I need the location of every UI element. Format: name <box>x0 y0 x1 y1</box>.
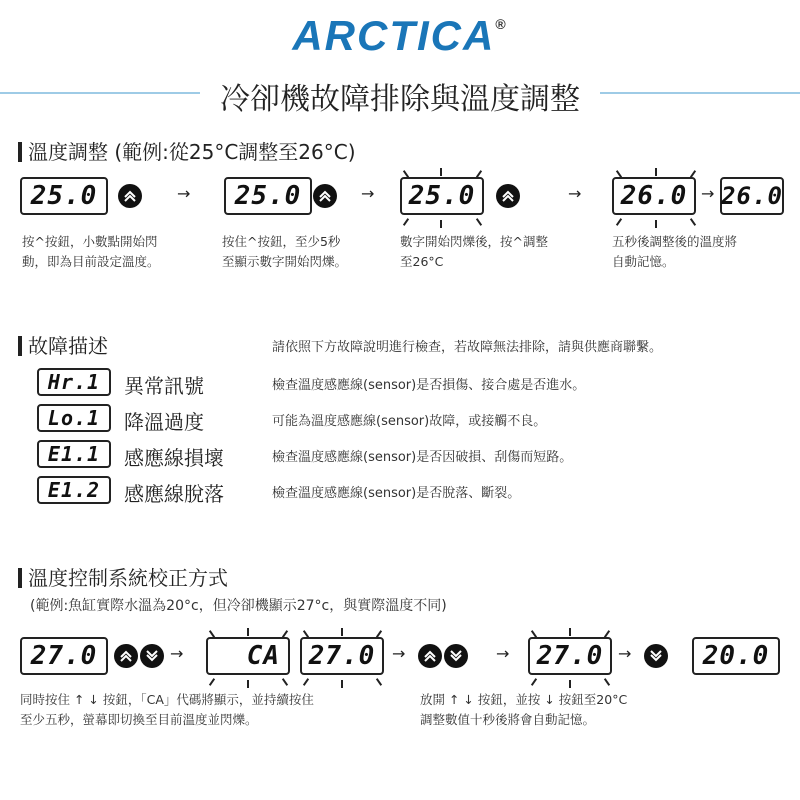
calibrate-display-4: 27.0 <box>528 637 612 675</box>
blink-mark <box>303 678 309 686</box>
blink-mark <box>376 678 382 686</box>
blink-mark <box>247 680 249 688</box>
fault-desc: 檢查溫度感應線(sensor)是否脫落、斷裂。 <box>272 486 521 501</box>
adjust-heading: 溫度調整 (範例:從25°C調整至26°C) <box>18 136 356 165</box>
adjust-display-5: 26.0 <box>720 177 784 215</box>
adjust-caption-3: 數字開始閃爍後，按^調整 至26°C <box>400 234 548 269</box>
adjust-display-3: 25.0 <box>400 177 484 215</box>
adjust-display-1: 25.0 <box>20 177 108 215</box>
fault-code: Lo.1 <box>37 404 111 432</box>
brand-logo: ARCTICA® <box>292 12 508 59</box>
blink-mark <box>282 678 288 686</box>
blink-mark <box>604 678 610 686</box>
up-button-icon <box>114 644 138 668</box>
blink-mark <box>440 220 442 228</box>
fault-name: 感應線損壞 <box>124 446 224 470</box>
calibrate-display-1: 27.0 <box>20 637 108 675</box>
blink-mark <box>616 218 622 226</box>
adjust-caption-4: 五秒後調整後的溫度將 自動記憶。 <box>612 234 738 269</box>
blink-mark <box>531 678 537 686</box>
blink-mark <box>247 628 249 636</box>
up-button-icon <box>418 644 442 668</box>
fault-code: E1.2 <box>37 476 111 504</box>
arrow-icon: → <box>496 644 510 663</box>
calibrate-heading: 溫度控制系統校正方式 <box>18 562 228 591</box>
up-button-icon <box>118 184 142 208</box>
faults-heading: 故障描述 <box>18 330 108 359</box>
adjust-display-4: 26.0 <box>612 177 696 215</box>
calibrate-caption-2: 放開 ↑ ↓ 按鈕，並按 ↓ 按鈕至20°C 調整數值十秒後將會自動記憶。 <box>420 692 628 727</box>
adjust-caption-2: 按住^按鈕，至少5秒 至顯示數字開始閃爍。 <box>222 234 348 269</box>
adjust-display-2: 25.0 <box>224 177 312 215</box>
adjust-caption-1: 按^按鈕，小數點開始閃 動，即為目前設定溫度。 <box>22 234 160 269</box>
blink-mark <box>341 680 343 688</box>
blink-mark <box>341 628 343 636</box>
fault-desc: 檢查溫度感應線(sensor)是否損傷、接合處是否進水。 <box>272 378 586 393</box>
arrow-icon: → <box>618 644 632 663</box>
faults-note: 請依照下方故障說明進行檢查，若故障無法排除，請與供應商聯繫。 <box>272 340 663 355</box>
arrow-icon: → <box>701 184 715 203</box>
blink-mark <box>403 218 409 226</box>
blink-mark <box>569 680 571 688</box>
fault-name: 感應線脫落 <box>124 482 224 506</box>
calibrate-display-5: 20.0 <box>692 637 780 675</box>
fault-code: E1.1 <box>37 440 111 468</box>
arrow-icon: → <box>361 184 375 203</box>
fault-code: Hr.1 <box>37 368 111 396</box>
fault-desc: 可能為溫度感應線(sensor)故障，或接觸不良。 <box>272 414 547 429</box>
arrow-icon: → <box>177 184 191 203</box>
fault-name: 降溫過度 <box>124 410 204 434</box>
blink-mark <box>440 168 442 176</box>
fault-desc: 檢查溫度感應線(sensor)是否因破損、刮傷而短路。 <box>272 450 573 465</box>
fault-name: 異常訊號 <box>124 374 204 398</box>
page-title: 冷卻機故障排除與溫度調整 <box>220 82 580 117</box>
arrow-icon: → <box>170 644 184 663</box>
calibrate-display-2: CA <box>206 637 290 675</box>
up-button-icon <box>496 184 520 208</box>
up-button-icon <box>313 184 337 208</box>
calibrate-example: (範例:魚缸實際水溫為20°c，但冷卻機顯示27°c，與實際溫度不同) <box>30 598 447 614</box>
arrow-icon: → <box>568 184 582 203</box>
down-button-icon <box>644 644 668 668</box>
arrow-icon: → <box>392 644 406 663</box>
blink-mark <box>655 220 657 228</box>
calibrate-display-3: 27.0 <box>300 637 384 675</box>
blink-mark <box>569 628 571 636</box>
blink-mark <box>690 218 696 226</box>
down-button-icon <box>444 644 468 668</box>
down-button-icon <box>140 644 164 668</box>
calibrate-caption-1: 同時按住 ↑ ↓ 按鈕，「CA」代碼將顯示，並持續按住 至少五秒，螢幕即切換至目前溫度並閃爍。 <box>20 692 314 727</box>
blink-mark <box>209 678 215 686</box>
blink-mark <box>655 168 657 176</box>
blink-mark <box>476 218 482 226</box>
